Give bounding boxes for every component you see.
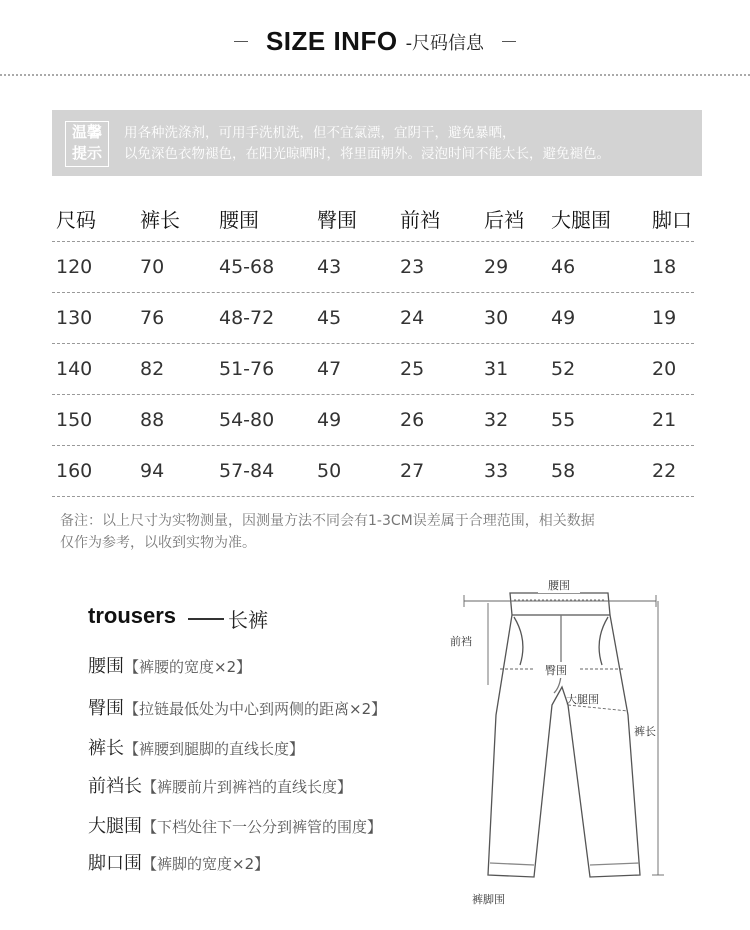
pants-outline	[488, 593, 640, 877]
table-cell: 55	[551, 409, 576, 431]
dotted-divider	[0, 74, 750, 76]
note-line1: 备注：以上尺寸为实物测量，因测量方法不同会有1-3CM误差属于合理范围，相关数据	[60, 513, 595, 529]
trousers-heading-cn: 长裤	[228, 608, 269, 632]
measurement-description: 【拉链最低处为中心到两侧的距离×2】	[124, 700, 387, 718]
table-cell: 76	[140, 307, 165, 329]
measurement-description: 【裤脚的宽度×2】	[142, 855, 270, 873]
table-cell: 49	[551, 307, 576, 329]
table-header-cell: 后裆	[484, 207, 524, 232]
table-cell: 88	[140, 409, 165, 431]
table-cell: 58	[551, 460, 576, 482]
left-pocket	[514, 617, 523, 665]
table-header-cell: 前裆	[400, 207, 440, 232]
measurement-label: 臀围	[88, 698, 124, 719]
diagram-label-length: 裤长	[634, 725, 656, 738]
table-cell: 29	[484, 256, 509, 278]
diagram-label-front-rise: 前裆	[450, 635, 472, 648]
table-header-cell: 尺码	[56, 207, 96, 232]
table-row	[52, 293, 694, 344]
table-cell: 120	[56, 256, 93, 278]
diagram-label-thigh: 大腿围	[566, 693, 599, 706]
table-cell: 18	[652, 256, 677, 278]
right-pocket	[599, 617, 608, 665]
table-cell: 31	[484, 358, 509, 380]
table-header-cell: 臀围	[317, 207, 357, 232]
measurement-label: 大腿围	[88, 816, 142, 837]
table-cell: 140	[56, 358, 93, 380]
table-header-cell: 裤长	[140, 207, 180, 232]
table-cell: 160	[56, 460, 93, 482]
diagram-label-leg-opening: 裤脚围	[472, 893, 505, 906]
measurement-item	[88, 694, 386, 720]
table-header-cell: 脚口	[652, 207, 692, 232]
diagram-label-waist: 腰围	[548, 579, 570, 592]
trousers-heading	[88, 603, 268, 633]
table-cell: 54-80	[219, 409, 275, 431]
table-cell: 150	[56, 409, 93, 431]
table-cell: 48-72	[219, 307, 275, 329]
tip-line2: 以免深色衣物褪色，在阳光晾晒时，将里面朝外。浸泡时间不能太长，避免褪色。	[124, 146, 610, 162]
table-row	[52, 446, 694, 497]
measurement-label: 腰围	[88, 656, 124, 677]
measurement-item	[88, 772, 352, 798]
table-cell: 19	[652, 307, 677, 329]
diagram-label-hip: 臀围	[545, 664, 567, 677]
measurement-label: 前裆长	[88, 776, 142, 797]
table-cell: 20	[652, 358, 677, 380]
table-cell: 57-84	[219, 460, 275, 482]
table-cell: 21	[652, 409, 677, 431]
title-right-dash	[502, 41, 516, 42]
trousers-heading-en: trousers	[88, 603, 177, 628]
table-cell: 26	[400, 409, 425, 431]
tip-badge	[65, 121, 109, 167]
title-left-dash	[234, 41, 248, 42]
measurement-label: 脚口围	[88, 853, 142, 874]
measurement-item	[88, 734, 304, 760]
table-cell: 82	[140, 358, 165, 380]
trousers-diagram	[430, 565, 750, 915]
table-cell: 30	[484, 307, 509, 329]
measurement-description: 【裤腰前片到裤裆的直线长度】	[142, 778, 353, 796]
table-cell: 27	[400, 460, 425, 482]
page-title: SIZE INFO	[265, 26, 398, 56]
table-cell: 24	[400, 307, 425, 329]
fly-line	[554, 615, 561, 693]
table-cell: 22	[652, 460, 677, 482]
table-cell: 130	[56, 307, 93, 329]
table-cell: 45-68	[219, 256, 275, 278]
table-cell: 45	[317, 307, 342, 329]
table-cell: 52	[551, 358, 576, 380]
table-cell: 23	[400, 256, 425, 278]
tip-badge-line1: 温馨	[71, 123, 102, 141]
table-cell: 47	[317, 358, 342, 380]
note-line2: 仅作为参考，以收到实物为准。	[60, 535, 256, 551]
size-table	[52, 195, 694, 497]
measurement-item	[88, 652, 251, 678]
care-tip-banner	[52, 110, 702, 176]
table-row	[52, 395, 694, 446]
heading-dash	[188, 618, 224, 620]
page-subtitle: -尺码信息	[405, 32, 485, 54]
table-header-row	[52, 195, 694, 242]
measurement-item	[88, 812, 382, 838]
table-cell: 70	[140, 256, 165, 278]
table-cell: 50	[317, 460, 342, 482]
page-header	[0, 26, 750, 60]
table-row	[52, 242, 694, 293]
table-cell: 25	[400, 358, 425, 380]
table-row	[52, 344, 694, 395]
measurement-description: 【裤腰的宽度×2】	[124, 658, 252, 676]
table-cell: 32	[484, 409, 509, 431]
measurement-description: 【下档处往下一公分到裤管的围度】	[142, 818, 383, 836]
table-cell: 46	[551, 256, 576, 278]
table-cell: 43	[317, 256, 342, 278]
tip-text	[124, 123, 699, 165]
table-cell: 49	[317, 409, 342, 431]
table-cell: 51-76	[219, 358, 275, 380]
note	[60, 510, 710, 554]
tip-line1: 用各种洗涤剂，可用手洗机洗，但不宜氯漂，宜阴干，避免暴晒，	[124, 125, 516, 141]
tip-badge-line2: 提示	[71, 144, 102, 162]
measurement-item	[88, 849, 269, 875]
table-cell: 94	[140, 460, 165, 482]
measurement-label: 裤长	[88, 738, 124, 759]
table-header-cell: 腰围	[219, 207, 259, 232]
table-cell: 33	[484, 460, 509, 482]
table-header-cell: 大腿围	[551, 207, 611, 232]
measurement-description: 【裤腰到腿脚的直线长度】	[124, 740, 305, 758]
